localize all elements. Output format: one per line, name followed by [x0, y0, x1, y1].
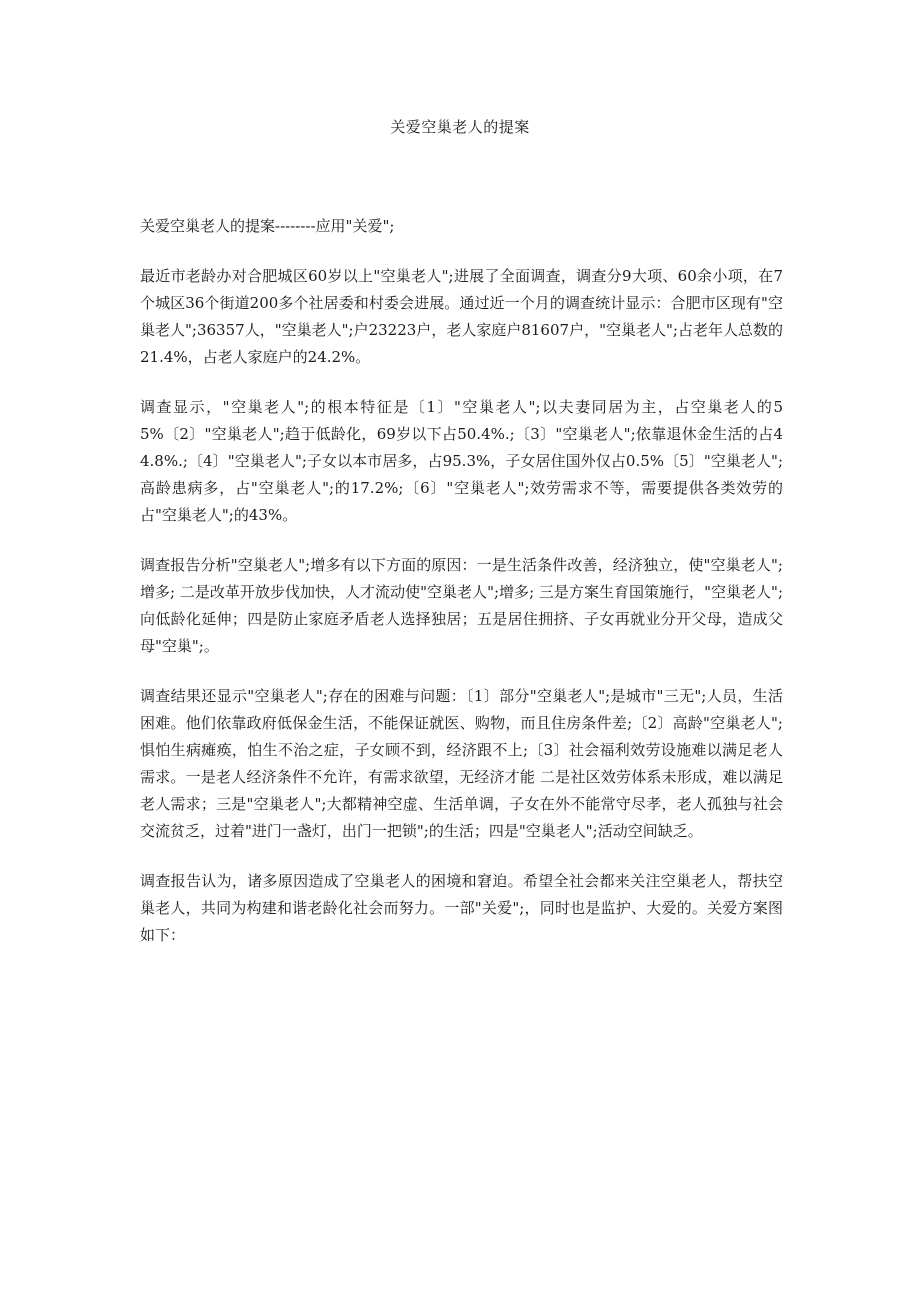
paragraph-causes: 调查报告分析"空巢老人";增多有以下方面的原因：一是生活条件改善，经济独立，使"空巢老人";增多; 二是改革开放步伐加快，人才流动使"空巢老人";增多; 三是方案生育国策施行，"空巢老人";向低龄化延伸；四是防止家庭矛盾老人选择独居；五是居住拥挤、子女再就业分开父母，造成父母"空巢";。 [140, 556, 783, 655]
paragraph-subtitle: 关爱空巢老人的提案--------应用"关爱"; [140, 217, 395, 235]
paragraph-problems: 调查结果还显示"空巢老人";存在的困难与问题：〔1〕部分"空巢老人";是城市"三无";人员，生活困难。他们依靠政府低保金生活，不能保证就医、购物，而且住房条件差;〔2〕高龄"空巢老人";惧怕生病瘫痪，怕生不治之症，子女顾不到，经济跟不上;〔3〕社会福利效劳设施难以满足老人需求。一是老人经济条件不允许，有需求欲望，无经济才能 二是社区效劳体系未形成，难以满足老人需求；三是"空巢老人";大都精神空虚、生活单调，子女在外不能常守尽孝，老人孤独与社会交流贫乏，过着"进门一盏灯，出门一把锁";的生活；四是"空巢老人";活动空间缺乏。 [140, 687, 783, 840]
document-body [140, 213, 783, 972]
paragraph-survey-overview: 最近市老龄办对合肥城区60岁以上"空巢老人";进展了全面调查，调查分9大项、60余小项，在7个城区36个街道200多个社居委和村委会进展。通过近一个月的调查统计显示：合肥市区现有"空巢老人";36357人，"空巢老人";户23223户，老人家庭户81607户，"空巢老人";占老年人总数的21.4%，占老人家庭户的24.2%。 [140, 267, 783, 366]
document-title: 关爱空巢老人的提案 [390, 118, 530, 136]
paragraph-basic-features: 调查显示，"空巢老人";的根本特征是〔1〕"空巢老人";以夫妻同居为主，占空巢老人的55%〔2〕"空巢老人";趋于低龄化，69岁以下占50.4%.;〔3〕"空巢老人";依靠退休金生活的占44.8%.;〔4〕"空巢老人";子女以本市居多，占95.3%，子女居住国外仅占0.5%〔5〕"空巢老人";高龄患病多，占"空巢老人";的17.2%;〔6〕"空巢老人";效劳需求不等，需要提供各类效劳的占"空巢老人";的43%。 [140, 398, 783, 524]
paragraph-conclusion: 调查报告认为，诸多原因造成了空巢老人的困境和窘迫。希望全社会都来关注空巢老人，帮扶空巢老人，共同为构建和谐老龄化社会而努力。一部"关爱";，同时也是监护、大爱的。关爱方案图如下： [140, 872, 783, 944]
